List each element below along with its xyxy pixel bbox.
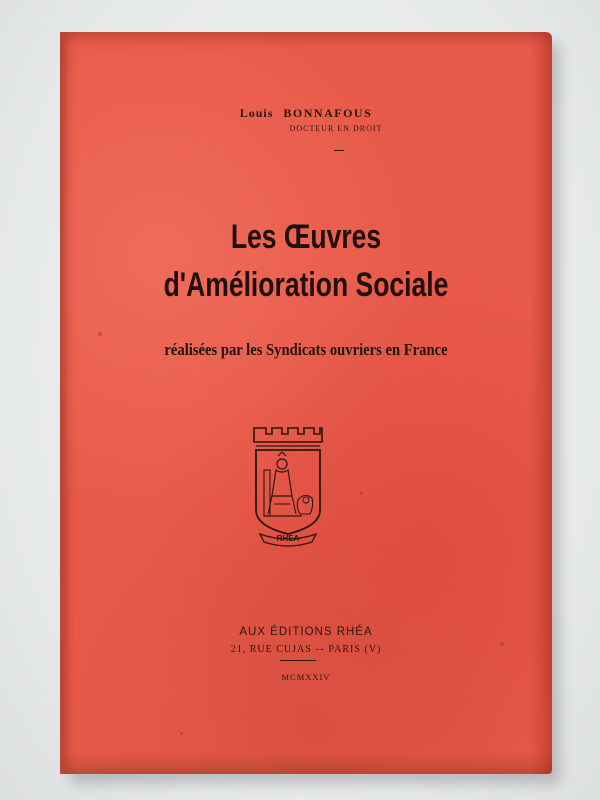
paper-speck <box>360 492 363 495</box>
author-name <box>60 106 552 121</box>
book-cover <box>60 32 552 774</box>
address-rule <box>280 660 316 661</box>
author-last-name: BONNAFOUS <box>283 106 373 120</box>
address-street: 21, RUE CUJAS <box>230 644 312 655</box>
publisher-name: AUX ÉDITIONS RHÉA <box>239 626 373 638</box>
emblem-label: RHEA <box>276 534 300 543</box>
author-first-name: Louis <box>239 106 274 120</box>
paper-speck <box>98 332 102 336</box>
subtitle: réalisées par les Syndicats ouvriers en France <box>164 340 448 359</box>
publication-year: MCMXXIV <box>281 672 331 682</box>
title-line-2: d'Amélioration Sociale <box>163 266 449 304</box>
publisher-address: 21, RUE CUJAS -- PARIS (V) <box>230 644 382 655</box>
paper-speck <box>500 642 504 646</box>
author-degree: DOCTEUR EN DROIT <box>289 124 383 133</box>
rhea-emblem-icon <box>252 426 324 548</box>
address-city: PARIS (V) <box>328 644 382 655</box>
paper-speck <box>180 732 183 735</box>
spine-edge <box>60 32 68 774</box>
degree-rule <box>334 150 344 151</box>
title-line-1: Les Œuvres <box>230 218 382 256</box>
